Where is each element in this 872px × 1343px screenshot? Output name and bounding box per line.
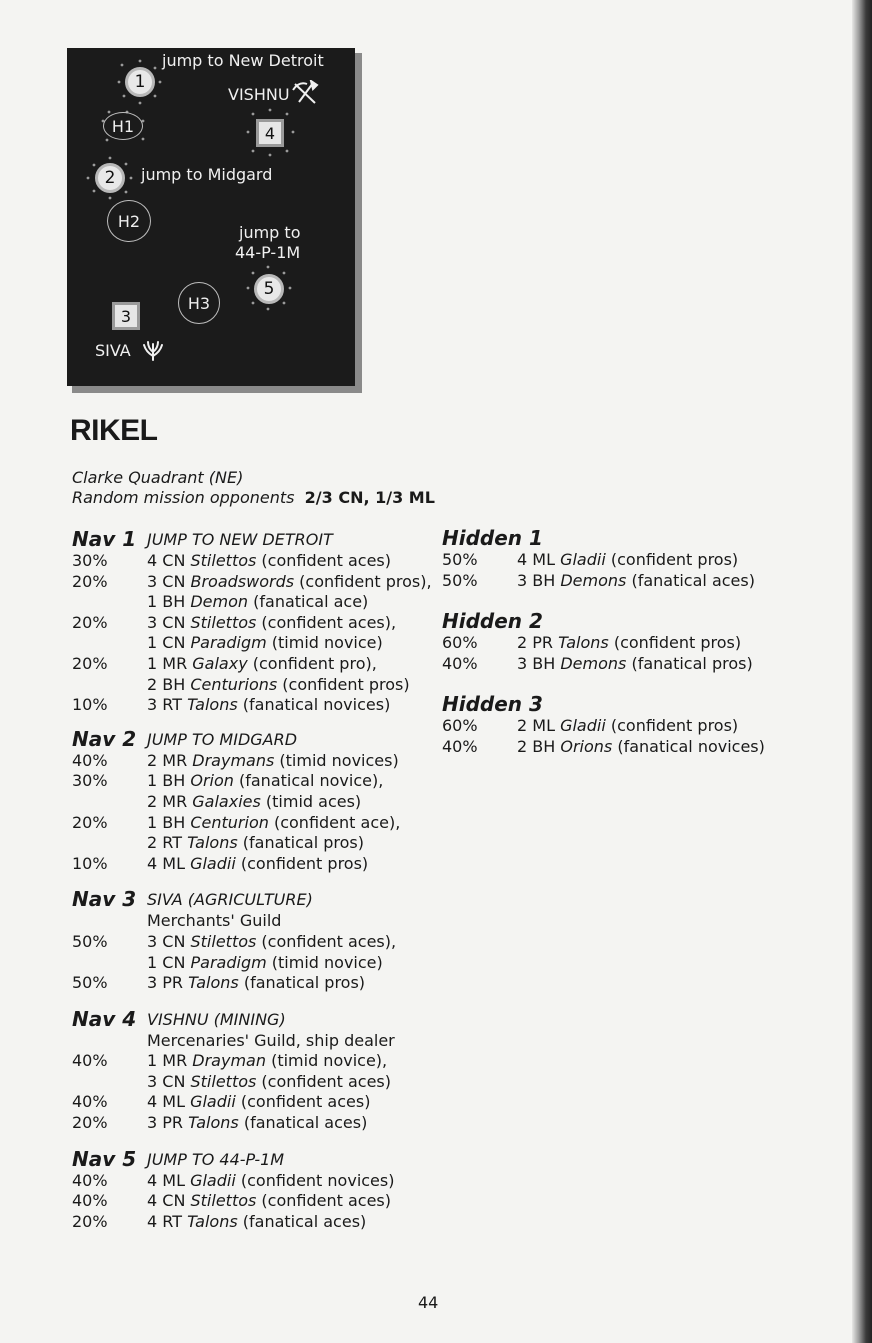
nav-section: [72, 1008, 432, 1134]
encounter-row: [442, 571, 802, 592]
nav-title: Nav 1: [72, 527, 137, 551]
nav-destination: JUMP TO 44-P-1M: [147, 1149, 285, 1169]
encounter-row: [72, 1212, 432, 1233]
encounter-percent: 20%: [72, 571, 108, 591]
nav-point-1[interactable]: [125, 67, 155, 97]
nav-point-2-label: 2: [104, 168, 116, 188]
label-siva: SIVA: [95, 341, 131, 360]
random-opponents-label: Random mission opponents: [72, 488, 295, 507]
encounter-text: 4 ML Gladii (confident pros): [147, 853, 369, 873]
nav-title: Nav 2: [72, 726, 137, 751]
encounter-percent: [72, 633, 147, 654]
encounter-percent: 40%: [72, 1191, 108, 1211]
nav-point-5[interactable]: [254, 274, 284, 304]
encounter-row: [72, 654, 432, 675]
encounter-text: 4 RT Talons (fanatical aces): [147, 1211, 367, 1231]
encounter-row: [72, 1072, 432, 1093]
encounter-row: [72, 1191, 432, 1212]
encounter-text: 3 BH Demons (fanatical aces): [517, 570, 755, 590]
encounter-percent: 30%: [72, 771, 108, 791]
spacer: [72, 911, 147, 932]
encounter-text: 2 MR Galaxies (timid aces): [147, 791, 362, 811]
encounter-row: [72, 592, 432, 613]
nav-section: [72, 888, 432, 993]
encounter-text: 1 BH Demon (fanatical ace): [147, 592, 369, 612]
encounter-percent: 50%: [72, 931, 108, 951]
encounter-row: [72, 675, 432, 696]
encounter-row: [72, 572, 432, 593]
nav-heading-row: [72, 528, 432, 551]
spacer: [72, 1031, 147, 1052]
encounter-row: [72, 1171, 432, 1192]
encounter-percent: [72, 675, 147, 696]
encounter-row: [72, 833, 432, 854]
nav-heading-row: [72, 888, 432, 911]
nav-point-1-label: 1: [134, 72, 146, 92]
random-opponents-value: 2/3 CN, 1/3 ML: [304, 488, 435, 507]
nav-heading-row: [72, 1008, 432, 1031]
encounter-percent: 30%: [72, 551, 108, 570]
hidden-title: Hidden 3: [442, 692, 543, 717]
encounter-percent: 50%: [72, 973, 108, 993]
label-jump-44-line2: 44-P-1M: [235, 243, 301, 262]
hidden-section: [442, 526, 802, 591]
encounter-text: 3 RT Talons (fanatical novices): [147, 695, 391, 715]
nav-info: Merchants' Guild: [147, 911, 282, 931]
encounter-percent: [72, 833, 147, 854]
encounter-percent: 10%: [72, 853, 108, 873]
encounter-percent: 40%: [442, 736, 478, 756]
encounter-percent: 40%: [72, 1092, 108, 1112]
encounter-text: 3 CN Stilettos (confident aces): [147, 1071, 391, 1091]
hidden-points-column: [442, 526, 802, 776]
random-opponents-line: [72, 488, 435, 508]
encounter-percent: 40%: [72, 1170, 108, 1190]
encounter-text: 1 BH Centurion (confident ace),: [147, 812, 401, 832]
encounter-row: [72, 751, 432, 772]
nav-section: [72, 728, 432, 875]
encounter-text: 4 ML Gladii (confident novices): [147, 1170, 395, 1190]
encounter-text: 1 CN Paradigm (timid novice): [147, 633, 383, 653]
encounter-text: 4 ML Gladii (confident pros): [517, 550, 739, 569]
quadrant-line: Clarke Quadrant (NE): [72, 468, 244, 487]
encounter-text: 1 MR Galaxy (confident pro),: [147, 653, 377, 673]
hidden-title: Hidden 2: [442, 609, 543, 634]
hidden-section: [442, 692, 802, 757]
encounter-percent: 60%: [442, 716, 478, 736]
nav-heading-row: [72, 1148, 432, 1171]
encounter-row: [72, 1051, 432, 1072]
nav-title: Nav 3: [72, 887, 137, 912]
encounter-row: [72, 771, 432, 792]
encounter-row: [72, 613, 432, 634]
nav-info: Mercenaries' Guild, ship dealer: [147, 1030, 395, 1050]
encounter-row: [72, 932, 432, 953]
label-jump-new-detroit: jump to New Detroit: [162, 51, 324, 70]
nav-point-5-label: 5: [263, 279, 275, 299]
encounter-percent: 40%: [72, 1051, 108, 1071]
encounter-text: 3 CN Stilettos (confident aces),: [147, 612, 397, 632]
label-vishnu: VISHNU: [228, 85, 290, 104]
encounter-text: 2 BH Orions (fanatical novices): [517, 736, 765, 756]
encounter-text: 1 CN Paradigm (timid novice): [147, 952, 383, 972]
encounter-text: 2 PR Talons (confident pros): [517, 633, 742, 653]
encounter-row: [442, 737, 802, 758]
encounter-text: 2 ML Gladii (confident pros): [517, 716, 739, 736]
book-spine-shadow: [852, 0, 872, 1343]
nav-title: Nav 5: [72, 1146, 137, 1171]
encounter-percent: 40%: [72, 750, 108, 770]
hidden-title: Hidden 1: [442, 526, 543, 550]
encounter-row: [72, 551, 432, 572]
encounter-percent: [72, 792, 147, 813]
hidden-point-h3-label: H3: [187, 293, 211, 313]
encounter-row: [442, 654, 802, 675]
nav-points-column: [72, 528, 432, 1232]
encounter-row: [72, 792, 432, 813]
nav-point-4-label: 4: [264, 123, 276, 143]
encounter-row: [72, 973, 432, 994]
hidden-point-h2-label: H2: [117, 211, 141, 231]
page-number: 44: [418, 1293, 439, 1312]
nav-destination: SIVA (AGRICULTURE): [147, 890, 313, 910]
hidden-point-h1[interactable]: [103, 112, 143, 140]
encounter-percent: 50%: [442, 550, 478, 569]
system-title: RIKEL: [70, 414, 158, 447]
encounter-percent: 20%: [72, 1211, 108, 1231]
encounter-row: [72, 813, 432, 834]
nav-section: [72, 528, 432, 716]
encounter-text: 3 PR Talons (fanatical pros): [147, 973, 366, 993]
encounter-row: [442, 633, 802, 654]
encounter-percent: 60%: [442, 633, 478, 653]
hidden-point-h2[interactable]: [107, 200, 151, 242]
mining-icon: [291, 80, 319, 106]
label-jump-44-line1: jump to: [239, 223, 301, 242]
hidden-section: [442, 609, 802, 674]
encounter-row: [72, 953, 432, 974]
encounter-row: [442, 716, 802, 737]
encounter-percent: 20%: [72, 653, 108, 673]
nav-point-3-label: 3: [120, 306, 132, 326]
encounter-row: [72, 1092, 432, 1113]
encounter-text: 4 CN Stilettos (confident aces): [147, 551, 391, 570]
nav-point-3[interactable]: [112, 302, 140, 330]
nav-section: [72, 1148, 432, 1233]
encounter-text: 1 MR Drayman (timid novice),: [147, 1051, 388, 1071]
encounter-text: 4 CN Stilettos (confident aces): [147, 1191, 391, 1211]
encounter-percent: [72, 953, 147, 974]
encounter-row: [72, 633, 432, 654]
encounter-text: 3 PR Talons (fanatical aces): [147, 1113, 368, 1133]
nav-point-2[interactable]: [95, 163, 125, 193]
encounter-text: 2 MR Draymans (timid novices): [147, 750, 399, 770]
hidden-point-h3[interactable]: [178, 282, 220, 324]
nav-destination: JUMP TO MIDGARD: [147, 729, 298, 749]
nav-info-row: [72, 911, 432, 932]
encounter-row: [442, 550, 802, 571]
encounter-percent: 40%: [442, 653, 478, 673]
encounter-row: [72, 695, 432, 716]
encounter-percent: [72, 592, 147, 613]
nav-title: Nav 4: [72, 1006, 137, 1031]
encounter-percent: [72, 1072, 147, 1093]
encounter-text: 3 CN Stilettos (confident aces),: [147, 931, 397, 951]
nav-info-row: [72, 1031, 432, 1052]
encounter-percent: 20%: [72, 612, 108, 632]
hidden-point-h1-label: H1: [111, 116, 135, 136]
encounter-text: 2 BH Centurions (confident pros): [147, 674, 410, 694]
encounter-text: 2 RT Talons (fanatical pros): [147, 833, 364, 853]
agriculture-icon: [141, 338, 165, 362]
encounter-text: 3 CN Broadswords (confident pros),: [147, 571, 432, 591]
nav-destination: VISHNU (MINING): [147, 1009, 286, 1029]
encounter-row: [72, 1113, 432, 1134]
nav-destination: JUMP TO NEW DETROIT: [147, 530, 333, 549]
nav-heading-row: [72, 728, 432, 751]
encounter-percent: 20%: [72, 812, 108, 832]
encounter-percent: 50%: [442, 570, 478, 590]
encounter-row: [72, 854, 432, 875]
encounter-percent: 10%: [72, 695, 108, 715]
system-map: [67, 48, 355, 386]
label-jump-midgard: jump to Midgard: [141, 165, 273, 184]
encounter-text: 3 BH Demons (fanatical pros): [517, 653, 753, 673]
encounter-percent: 20%: [72, 1113, 108, 1133]
encounter-text: 4 ML Gladii (confident aces): [147, 1092, 371, 1112]
nav-point-4[interactable]: [256, 119, 284, 147]
encounter-text: 1 BH Orion (fanatical novice),: [147, 771, 384, 791]
